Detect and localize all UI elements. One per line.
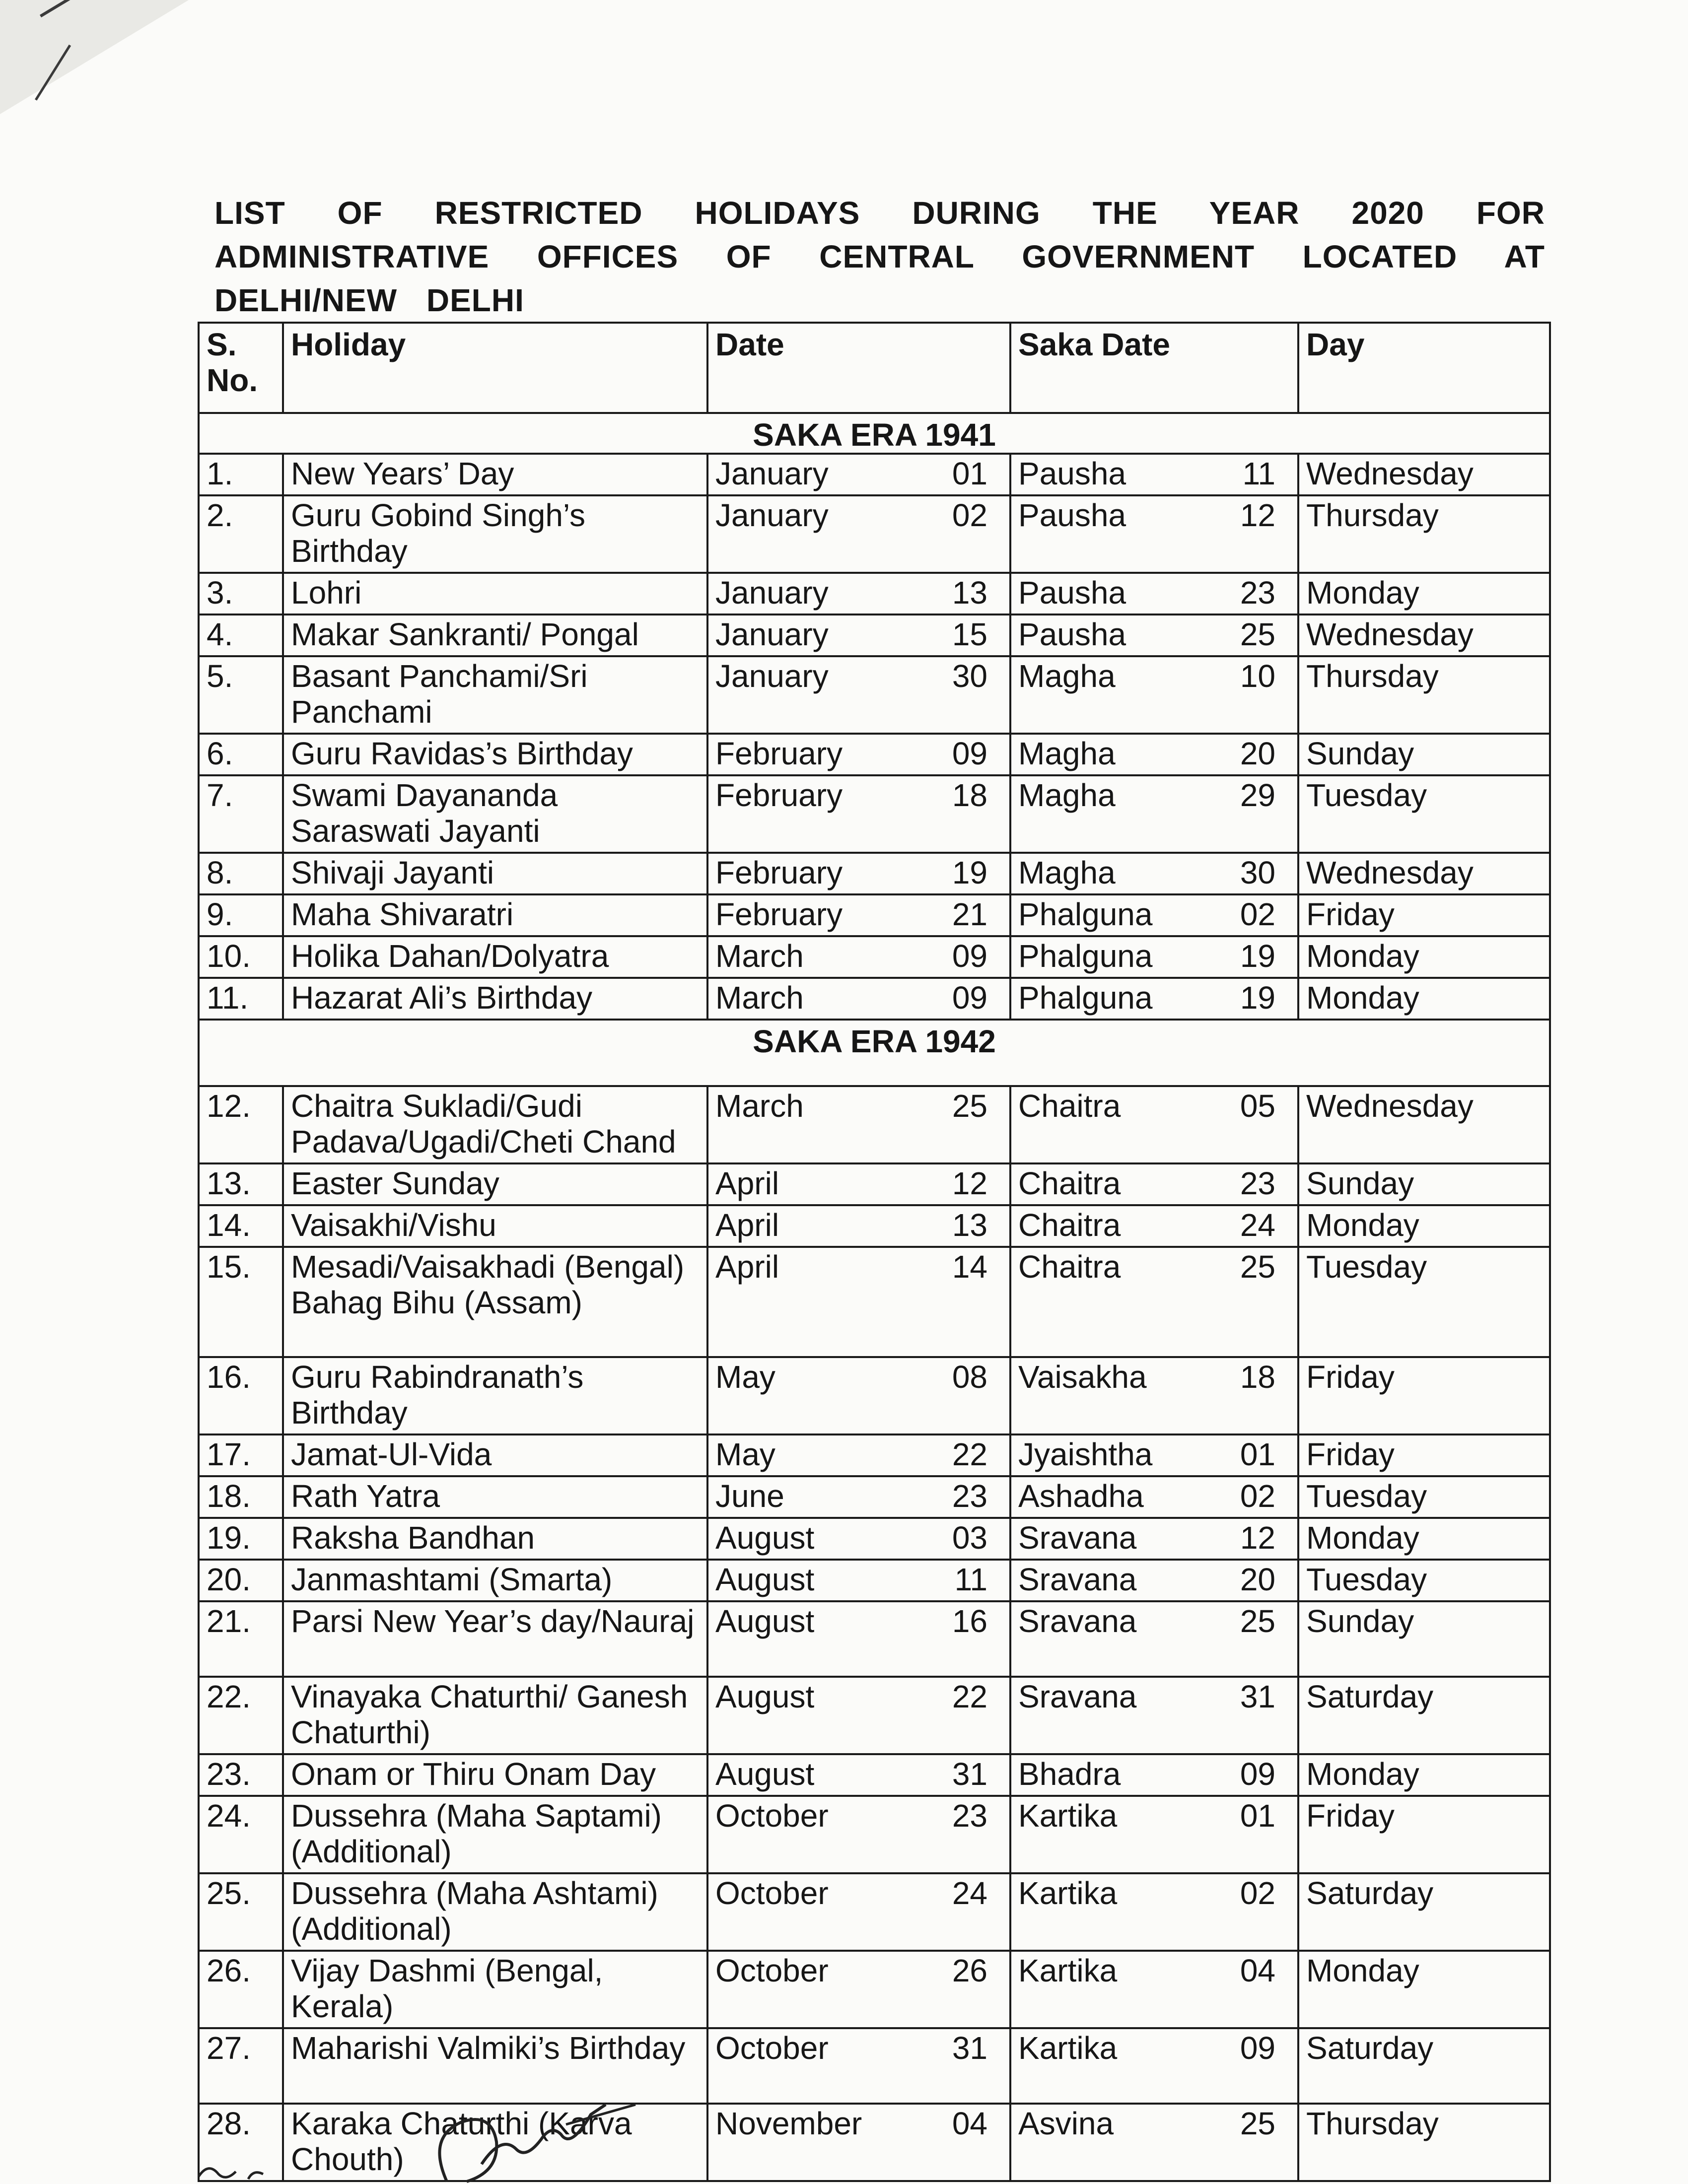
holiday-name: Jamat-Ul-Vida	[283, 1434, 707, 1476]
date-cell	[707, 1560, 1010, 1601]
date-day: 22	[952, 1679, 987, 1714]
saka-date-cell	[1010, 2028, 1298, 2104]
header-sno: S. No.	[199, 323, 283, 413]
table-row	[199, 1476, 1550, 1518]
weekday: Saturday	[1298, 1677, 1550, 1754]
saka-date-cell	[1010, 1086, 1298, 1163]
table-row	[199, 454, 1550, 495]
holiday-name: Makar Sankranti/ Pongal	[283, 614, 707, 656]
saka-month: Magha	[1018, 855, 1116, 890]
era-label: SAKA ERA 1941	[199, 413, 1550, 454]
date-day: 25	[952, 1088, 987, 1124]
weekday: Tuesday	[1298, 1476, 1550, 1518]
serial-number: 24.	[199, 1796, 283, 1873]
saka-day: 12	[1240, 1520, 1275, 1556]
saka-month: Magha	[1018, 658, 1116, 694]
saka-date-cell	[1010, 495, 1298, 573]
serial-number: 8.	[199, 853, 283, 894]
date-month: August	[715, 1520, 815, 1556]
holiday-name: Hazarat Ali’s Birthday	[283, 978, 707, 1020]
saka-month: Kartika	[1018, 1875, 1118, 1911]
table-row	[199, 1434, 1550, 1476]
date-day: 26	[952, 1953, 987, 1988]
serial-number: 13.	[199, 1163, 283, 1205]
table-row	[199, 656, 1550, 734]
weekday: Friday	[1298, 1796, 1550, 1873]
serial-number: 23.	[199, 1754, 283, 1796]
holiday-name: Mesadi/Vaisakhadi (Bengal) Bahag Bihu (Assam)	[283, 1247, 707, 1357]
serial-number: 22.	[199, 1677, 283, 1754]
date-cell	[707, 1873, 1010, 1951]
saka-month: Phalguna	[1018, 938, 1153, 974]
date-month: January	[715, 616, 829, 652]
date-month: June	[715, 1478, 784, 1514]
date-day: 18	[952, 777, 987, 813]
holiday-name: Basant Panchami/Sri Panchami	[283, 656, 707, 734]
date-day: 30	[952, 658, 987, 694]
saka-date-cell	[1010, 1601, 1298, 1677]
table-row	[199, 978, 1550, 1020]
serial-number: 15.	[199, 1247, 283, 1357]
date-cell	[707, 2028, 1010, 2104]
date-day: 14	[952, 1249, 987, 1285]
saka-month: Kartika	[1018, 1953, 1118, 1988]
date-cell	[707, 656, 1010, 734]
saka-day: 12	[1240, 497, 1275, 533]
weekday: Monday	[1298, 1951, 1550, 2028]
table-row	[199, 1205, 1550, 1247]
header-date: Date	[707, 323, 1010, 413]
date-day: 23	[952, 1478, 987, 1514]
saka-month: Kartika	[1018, 2030, 1118, 2066]
serial-number: 7.	[199, 775, 283, 853]
serial-number: 21.	[199, 1601, 283, 1677]
date-month: May	[715, 1359, 775, 1395]
saka-month: Pausha	[1018, 616, 1126, 652]
page-title	[214, 191, 1545, 322]
holiday-name: Vaisakhi/Vishu	[283, 1205, 707, 1247]
saka-day: 25	[1240, 2106, 1275, 2141]
date-day: 04	[952, 2106, 987, 2141]
saka-date-cell	[1010, 1796, 1298, 1873]
date-day: 09	[952, 980, 987, 1016]
holiday-name: Lohri	[283, 573, 707, 614]
holiday-name: Onam or Thiru Onam Day	[283, 1754, 707, 1796]
saka-date-cell	[1010, 1873, 1298, 1951]
weekday: Monday	[1298, 1754, 1550, 1796]
holiday-name: Vijay Dashmi (Bengal, Kerala)	[283, 1951, 707, 2028]
table-row	[199, 614, 1550, 656]
date-month: March	[715, 980, 804, 1016]
date-cell	[707, 936, 1010, 978]
date-day: 31	[952, 1756, 987, 1792]
date-cell	[707, 573, 1010, 614]
date-month: January	[715, 456, 829, 491]
date-month: August	[715, 1756, 815, 1792]
era-label: SAKA ERA 1942	[199, 1020, 1550, 1086]
date-month: October	[715, 1798, 829, 1834]
serial-number: 2.	[199, 495, 283, 573]
table-row	[199, 1086, 1550, 1163]
saka-date-cell	[1010, 775, 1298, 853]
date-month: November	[715, 2106, 862, 2141]
table-row	[199, 1796, 1550, 1873]
date-cell	[707, 1677, 1010, 1754]
holiday-name: Shivaji Jayanti	[283, 853, 707, 894]
holiday-name: Easter Sunday	[283, 1163, 707, 1205]
saka-month: Chaitra	[1018, 1165, 1121, 1201]
date-month: August	[715, 1603, 815, 1639]
saka-month: Sravana	[1018, 1562, 1137, 1597]
weekday: Sunday	[1298, 1163, 1550, 1205]
saka-date-cell	[1010, 1205, 1298, 1247]
date-cell	[707, 978, 1010, 1020]
date-month: October	[715, 2030, 829, 2066]
serial-number: 6.	[199, 734, 283, 775]
date-day: 13	[952, 575, 987, 611]
saka-date-cell	[1010, 853, 1298, 894]
date-cell	[707, 734, 1010, 775]
date-cell	[707, 2104, 1010, 2181]
date-day: 03	[952, 1520, 987, 1556]
serial-number: 17.	[199, 1434, 283, 1476]
date-day: 13	[952, 1207, 987, 1243]
serial-number: 14.	[199, 1205, 283, 1247]
date-cell	[707, 1796, 1010, 1873]
saka-month: Kartika	[1018, 1798, 1118, 1834]
serial-number: 18.	[199, 1476, 283, 1518]
date-month: October	[715, 1875, 829, 1911]
serial-number: 4.	[199, 614, 283, 656]
saka-month: Pausha	[1018, 497, 1126, 533]
weekday: Saturday	[1298, 1873, 1550, 1951]
weekday: Thursday	[1298, 495, 1550, 573]
weekday: Sunday	[1298, 734, 1550, 775]
saka-date-cell	[1010, 1560, 1298, 1601]
saka-day: 04	[1240, 1953, 1275, 1988]
date-cell	[707, 454, 1010, 495]
saka-month: Pausha	[1018, 575, 1126, 611]
date-day: 24	[952, 1875, 987, 1911]
date-month: February	[715, 736, 843, 771]
weekday: Wednesday	[1298, 853, 1550, 894]
saka-day: 05	[1240, 1088, 1275, 1124]
weekday: Monday	[1298, 936, 1550, 978]
saka-date-cell	[1010, 454, 1298, 495]
saka-day: 31	[1240, 1679, 1275, 1714]
saka-month: Asvina	[1018, 2106, 1114, 2141]
saka-day: 18	[1240, 1359, 1275, 1395]
date-cell	[707, 1357, 1010, 1434]
serial-number: 27.	[199, 2028, 283, 2104]
table-row	[199, 734, 1550, 775]
table-row	[199, 775, 1550, 853]
date-cell	[707, 1247, 1010, 1357]
saka-month: Sravana	[1018, 1679, 1137, 1714]
date-day: 09	[952, 938, 987, 974]
holiday-name: New Years’ Day	[283, 454, 707, 495]
saka-date-cell	[1010, 1434, 1298, 1476]
weekday: Wednesday	[1298, 454, 1550, 495]
title-line-3: DELHI/NEW DELHI	[214, 282, 524, 318]
weekday: Monday	[1298, 573, 1550, 614]
title-line-2: ADMINISTRATIVE OFFICES OF CENTRAL GOVERNMENT LOCATED AT	[214, 239, 1545, 274]
saka-date-cell	[1010, 1518, 1298, 1560]
serial-number: 10.	[199, 936, 283, 978]
date-day: 09	[952, 736, 987, 771]
saka-day: 02	[1240, 1478, 1275, 1514]
era-row	[199, 1020, 1550, 1086]
holiday-table	[198, 322, 1551, 2182]
holiday-name: Guru Ravidas’s Birthday	[283, 734, 707, 775]
table-row	[199, 573, 1550, 614]
date-cell	[707, 614, 1010, 656]
serial-number: 25.	[199, 1873, 283, 1951]
weekday: Tuesday	[1298, 1247, 1550, 1357]
holiday-name: Guru Rabindranath’s Birthday	[283, 1357, 707, 1434]
holiday-name: Holika Dahan/Dolyatra	[283, 936, 707, 978]
date-cell	[707, 775, 1010, 853]
serial-number: 26.	[199, 1951, 283, 2028]
saka-date-cell	[1010, 573, 1298, 614]
saka-month: Bhadra	[1018, 1756, 1121, 1792]
weekday: Sunday	[1298, 1601, 1550, 1677]
table-row	[199, 495, 1550, 573]
date-month: August	[715, 1562, 815, 1597]
table-row	[199, 1951, 1550, 2028]
date-month: October	[715, 1953, 829, 1988]
saka-month: Ashadha	[1018, 1478, 1144, 1514]
date-day: 11	[954, 1562, 987, 1597]
date-day: 19	[952, 855, 987, 890]
date-month: March	[715, 938, 804, 974]
saka-day: 30	[1240, 855, 1275, 890]
date-day: 22	[952, 1436, 987, 1472]
date-month: August	[715, 1679, 815, 1714]
date-cell	[707, 853, 1010, 894]
table-row	[199, 1873, 1550, 1951]
holiday-name: Swami Dayananda Saraswati Jayanti	[283, 775, 707, 853]
serial-number: 11.	[199, 978, 283, 1020]
saka-month: Pausha	[1018, 456, 1126, 491]
saka-day: 01	[1240, 1436, 1275, 1472]
date-day: 01	[952, 456, 987, 491]
date-cell	[707, 894, 1010, 936]
saka-day: 10	[1240, 658, 1275, 694]
date-month: May	[715, 1436, 775, 1472]
table-row	[199, 1560, 1550, 1601]
saka-date-cell	[1010, 1754, 1298, 1796]
holiday-name: Dussehra (Maha Ashtami) (Additional)	[283, 1873, 707, 1951]
weekday: Monday	[1298, 1205, 1550, 1247]
weekday: Wednesday	[1298, 1086, 1550, 1163]
saka-date-cell	[1010, 1951, 1298, 2028]
saka-day: 02	[1240, 1875, 1275, 1911]
saka-month: Magha	[1018, 736, 1116, 771]
date-month: April	[715, 1207, 779, 1243]
saka-day: 11	[1242, 456, 1275, 491]
header-holiday: Holiday	[283, 323, 707, 413]
weekday: Tuesday	[1298, 775, 1550, 853]
serial-number: 20.	[199, 1560, 283, 1601]
saka-day: 19	[1240, 980, 1275, 1016]
folded-corner	[0, 0, 189, 114]
saka-date-cell	[1010, 614, 1298, 656]
serial-number: 3.	[199, 573, 283, 614]
date-month: February	[715, 777, 843, 813]
date-day: 31	[952, 2030, 987, 2066]
saka-day: 23	[1240, 1165, 1275, 1201]
saka-month: Magha	[1018, 777, 1116, 813]
serial-number: 9.	[199, 894, 283, 936]
holiday-name: Dussehra (Maha Saptami) (Additional)	[283, 1796, 707, 1873]
saka-day: 20	[1240, 1562, 1275, 1597]
date-day: 12	[952, 1165, 987, 1201]
saka-day: 20	[1240, 736, 1275, 771]
date-month: February	[715, 855, 843, 890]
saka-day: 02	[1240, 896, 1275, 932]
saka-month: Sravana	[1018, 1603, 1137, 1639]
date-day: 21	[952, 896, 987, 932]
holiday-name: Raksha Bandhan	[283, 1518, 707, 1560]
table-row	[199, 853, 1550, 894]
saka-day: 25	[1240, 1249, 1275, 1285]
saka-day: 09	[1240, 1756, 1275, 1792]
saka-month: Chaitra	[1018, 1249, 1121, 1285]
holiday-name: Karaka Chaturthi (Karva Chouth)	[283, 2104, 707, 2181]
serial-number: 16.	[199, 1357, 283, 1434]
header-saka-date: Saka Date	[1010, 323, 1298, 413]
date-cell	[707, 1754, 1010, 1796]
table-row	[199, 1518, 1550, 1560]
weekday: Monday	[1298, 978, 1550, 1020]
date-month: February	[715, 896, 843, 932]
table-row	[199, 936, 1550, 978]
serial-number: 12.	[199, 1086, 283, 1163]
holiday-name: Vinayaka Chaturthi/ Ganesh Chaturthi)	[283, 1677, 707, 1754]
date-month: January	[715, 658, 829, 694]
date-cell	[707, 1434, 1010, 1476]
weekday: Tuesday	[1298, 1560, 1550, 1601]
date-cell	[707, 495, 1010, 573]
saka-day: 19	[1240, 938, 1275, 974]
date-day: 02	[952, 497, 987, 533]
saka-date-cell	[1010, 1476, 1298, 1518]
serial-number: 1.	[199, 454, 283, 495]
date-month: January	[715, 497, 829, 533]
saka-date-cell	[1010, 978, 1298, 1020]
table-header-row	[199, 323, 1550, 413]
era-row	[199, 413, 1550, 454]
weekday: Friday	[1298, 1357, 1550, 1434]
weekday: Friday	[1298, 1434, 1550, 1476]
holiday-name: Maha Shivaratri	[283, 894, 707, 936]
holiday-name: Maharishi Valmiki’s Birthday	[283, 2028, 707, 2104]
date-day: 16	[952, 1603, 987, 1639]
saka-day: 23	[1240, 575, 1275, 611]
signature	[189, 2090, 685, 2184]
weekday: Saturday	[1298, 2028, 1550, 2104]
saka-date-cell	[1010, 656, 1298, 734]
holiday-name: Parsi New Year’s day/Nauraj	[283, 1601, 707, 1677]
date-day: 08	[952, 1359, 987, 1395]
saka-day: 25	[1240, 1603, 1275, 1639]
serial-number: 28.	[199, 2104, 283, 2181]
weekday: Thursday	[1298, 656, 1550, 734]
saka-month: Phalguna	[1018, 896, 1153, 932]
saka-day: 25	[1240, 616, 1275, 652]
saka-month: Chaitra	[1018, 1088, 1121, 1124]
date-month: March	[715, 1088, 804, 1124]
saka-day: 29	[1240, 777, 1275, 813]
date-cell	[707, 1086, 1010, 1163]
saka-date-cell	[1010, 1163, 1298, 1205]
date-month: January	[715, 575, 829, 611]
table-row	[199, 1163, 1550, 1205]
holiday-name: Chaitra Sukladi/Gudi Padava/Ugadi/Cheti Chand	[283, 1086, 707, 1163]
date-day: 23	[952, 1798, 987, 1834]
date-month: April	[715, 1165, 779, 1201]
table-row	[199, 1754, 1550, 1796]
table-row	[199, 1601, 1550, 1677]
weekday: Wednesday	[1298, 614, 1550, 656]
table-row	[199, 1357, 1550, 1434]
saka-month: Jyaishtha	[1018, 1436, 1153, 1472]
date-cell	[707, 1163, 1010, 1205]
saka-month: Phalguna	[1018, 980, 1153, 1016]
table-row	[199, 1247, 1550, 1357]
saka-date-cell	[1010, 1357, 1298, 1434]
saka-day: 09	[1240, 2030, 1275, 2066]
date-cell	[707, 1601, 1010, 1677]
date-month: April	[715, 1249, 779, 1285]
saka-day: 01	[1240, 1798, 1275, 1834]
saka-month: Sravana	[1018, 1520, 1137, 1556]
saka-date-cell	[1010, 734, 1298, 775]
saka-day: 24	[1240, 1207, 1275, 1243]
saka-date-cell	[1010, 936, 1298, 978]
saka-date-cell	[1010, 2104, 1298, 2181]
saka-date-cell	[1010, 894, 1298, 936]
date-cell	[707, 1518, 1010, 1560]
header-day: Day	[1298, 323, 1550, 413]
weekday: Monday	[1298, 1518, 1550, 1560]
serial-number: 19.	[199, 1518, 283, 1560]
holiday-name: Janmashtami (Smarta)	[283, 1560, 707, 1601]
saka-month: Vaisakha	[1018, 1359, 1147, 1395]
table-row	[199, 894, 1550, 936]
date-cell	[707, 1951, 1010, 2028]
saka-month: Chaitra	[1018, 1207, 1121, 1243]
table-body	[199, 413, 1550, 2181]
saka-date-cell	[1010, 1247, 1298, 1357]
serial-number: 5.	[199, 656, 283, 734]
title-line-1: LIST OF RESTRICTED HOLIDAYS DURING THE YEAR 2020 FOR	[214, 195, 1545, 231]
table-row	[199, 1677, 1550, 1754]
weekday: Thursday	[1298, 2104, 1550, 2181]
saka-date-cell	[1010, 1677, 1298, 1754]
weekday: Friday	[1298, 894, 1550, 936]
date-cell	[707, 1205, 1010, 1247]
date-day: 15	[952, 616, 987, 652]
date-cell	[707, 1476, 1010, 1518]
holiday-name: Guru Gobind Singh’s Birthday	[283, 495, 707, 573]
holiday-name: Rath Yatra	[283, 1476, 707, 1518]
